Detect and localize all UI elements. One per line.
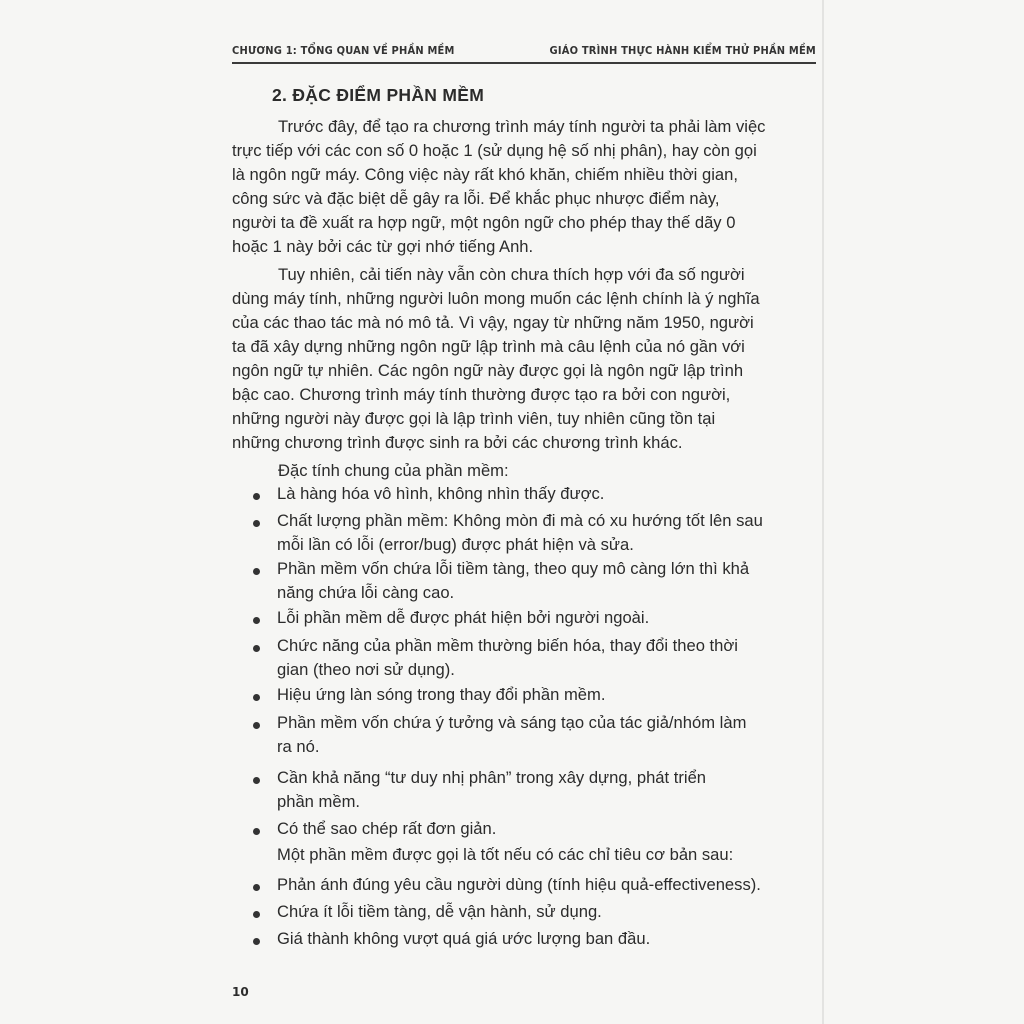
text-line: Hiệu ứng làn sóng trong thay đổi phần mềm. [277,685,606,704]
bullet-icon [253,828,260,835]
bullet-icon [253,938,260,945]
text-line: Phản ánh đúng yêu cầu người dùng (tính hiệu quả-effectiveness). [277,875,761,894]
text-line: Là hàng hóa vô hình, không nhìn thấy được. [277,484,605,503]
section-title: 2. ĐẶC ĐIỂM PHẦN MỀM [272,85,485,105]
book-title-header: GIÁO TRÌNH THỰC HÀNH KIỂM THỬ PHẦN MỀM [549,44,816,57]
text-line: dùng máy tính, những người luôn mong muốn các lệnh chính là ý nghĩa [232,289,760,308]
bullet-icon [253,645,260,652]
text-line: Trước đây, để tạo ra chương trình máy tính người ta phải làm việc [278,117,766,136]
bullet-icon [253,520,260,527]
text-line: ta đã xây dựng những ngôn ngữ lập trình mà câu lệnh của nó gần với [232,337,745,356]
bullet-icon [253,911,260,918]
bullet-icon [253,568,260,575]
good-software-intro: Một phần mềm được gọi là tốt nếu có các chỉ tiêu cơ bản sau: [277,845,734,864]
bullet-icon [253,694,260,701]
text-line: của các thao tác mà nó mô tả. Vì vậy, ngay từ những năm 1950, người [232,313,754,332]
text-line: năng chứa lỗi càng cao. [277,583,455,602]
header-rule [232,62,816,64]
text-line: Có thể sao chép rất đơn giản. [277,819,497,838]
text-line: những chương trình được sinh ra bởi các chương trình khác. [232,433,683,452]
text-line: công sức và đặc biệt dễ gây ra lỗi. Để khắc phục nhược điểm này, [232,189,720,208]
text-line: Chất lượng phần mềm: Không mòn đi mà có xu hướng tốt lên sau [277,511,763,530]
text-line: Chứa ít lỗi tiềm tàng, dễ vận hành, sử dụng. [277,902,602,921]
chapter-header: CHƯƠNG 1: TỔNG QUAN VỀ PHẦN MỀM [232,44,455,57]
page-number: 10 [232,985,249,999]
text-line: bậc cao. Chương trình máy tính thường được tạo ra bởi con người, [232,385,731,404]
text-line: Tuy nhiên, cải tiến này vẫn còn chưa thích hợp với đa số người [278,265,745,284]
bullet-icon [253,777,260,784]
text-line: Chức năng của phần mềm thường biến hóa, thay đổi theo thời [277,636,738,655]
text-line: là ngôn ngữ máy. Công việc này rất khó khăn, chiếm nhiều thời gian, [232,165,738,184]
text-line: Cần khả năng “tư duy nhị phân” trong xây dựng, phát triển [277,768,707,787]
text-line: người ta đề xuất ra hợp ngữ, một ngôn ngữ cho phép thay thế dãy 0 [232,213,736,232]
text-line: Giá thành không vượt quá giá ước lượng ban đầu. [277,929,651,948]
bullet-icon [253,722,260,729]
page-edge [822,0,824,1024]
text-line: Lỗi phần mềm dễ được phát hiện bởi người ngoài. [277,608,650,627]
text-line: Phần mềm vốn chứa lỗi tiềm tàng, theo quy mô càng lớn thì khả [277,559,750,578]
bullet-icon [253,617,260,624]
general-intro: Đặc tính chung của phần mềm: [278,461,509,480]
text-line: gian (theo nơi sử dụng). [277,660,455,679]
text-line: mỗi lần có lỗi (error/bug) được phát hiện và sửa. [277,535,634,554]
text-line: trực tiếp với các con số 0 hoặc 1 (sử dụng hệ số nhị phân), hay còn gọi [232,141,757,160]
text-line: phần mềm. [277,792,361,811]
text-line: những người này được gọi là lập trình viên, tuy nhiên cũng tồn tại [232,409,716,428]
text-line: Phần mềm vốn chứa ý tưởng và sáng tạo của tác giả/nhóm làm [277,713,747,732]
bullet-icon [253,493,260,500]
running-header [232,42,816,66]
text-line: hoặc 1 này bởi các từ gợi nhớ tiếng Anh. [232,237,534,256]
text-line: ra nó. [277,737,320,756]
text-line: ngôn ngữ tự nhiên. Các ngôn ngữ này được gọi là ngôn ngữ lập trình [232,361,744,380]
bullet-icon [253,884,260,891]
